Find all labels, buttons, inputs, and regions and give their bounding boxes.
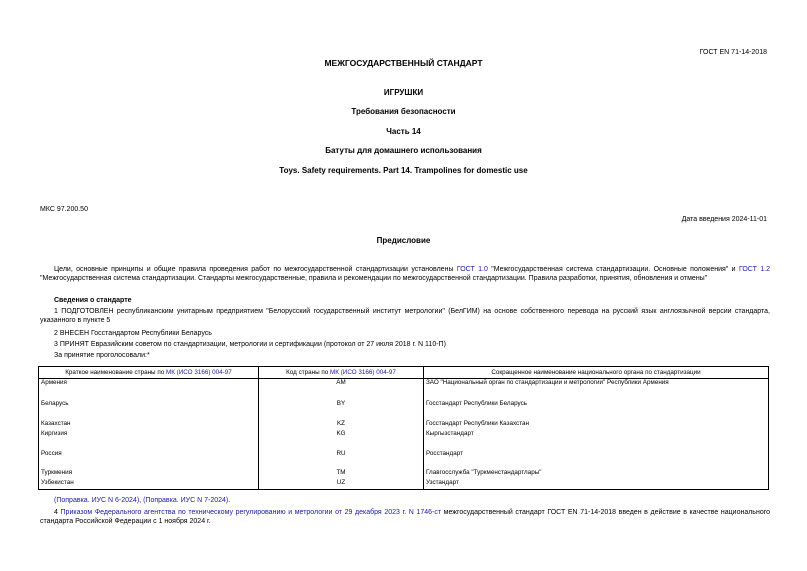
rosstandart-order-link[interactable]: Приказом Федерального агентства по техническому регулированию и метрологии от 29 декабря 2023 г. N 1746-ст — [60, 509, 442, 516]
amendment-link-2[interactable]: Поправка. ИУС N 7-2024 — [145, 497, 226, 504]
header-country-text: Краткое наименование страны по — [65, 368, 166, 376]
country-cell: Туркмения — [39, 469, 259, 479]
country-cell: Узбекистан — [39, 479, 259, 490]
body-cell: Узстандарт — [424, 479, 769, 490]
item-4-text: межгосударственный стандарт ГОСТ EN 71-14-2018 введен в действие в качестве национального стандарта Российской Федерации с 1 ноября 2024 г. — [40, 509, 771, 525]
table-row — [39, 479, 769, 490]
code-cell: UZ — [259, 479, 424, 490]
header-country-code — [259, 367, 424, 379]
code-cell: BY — [259, 400, 424, 420]
standard-info-heading: Сведения о стандарте — [54, 297, 132, 304]
english-title: Toys. Safety requirements. Part 14. Trampolines for domestic use — [279, 166, 528, 175]
foreword-paragraph — [40, 266, 770, 284]
code-cell: TM — [259, 469, 424, 479]
table-header-row — [39, 367, 769, 379]
foreword-text-2: "Межгосударственная система стандартизации. Основные положения" и — [487, 266, 739, 273]
amendment-link-1[interactable]: Поправка. ИУС N 6-2024 — [56, 497, 137, 504]
document-title: ИГРУШКИ — [383, 88, 424, 97]
body-cell: Росстандарт — [424, 450, 769, 469]
code-cell: KZ — [259, 420, 424, 430]
part-number: Часть 14 — [386, 127, 421, 136]
info-item-3: 3 ПРИНЯТ Евразийским советом по стандартизации, метрологии и сертификации (протокол от 27 июля 2018 г. N 110-П) — [54, 341, 446, 348]
foreword-heading: Предисловие — [376, 236, 431, 245]
info-item-2: 2 ВНЕСЕН Госстандартом Республики Беларусь — [54, 330, 212, 337]
item-4-number: 4 — [54, 509, 61, 516]
voted-label: За принятие проголосовали:* — [54, 352, 150, 359]
body-cell: ЗАО "Национальный орган по стандартизации и метрологии" Республики Армения — [424, 379, 769, 400]
code-cell: RU — [259, 450, 424, 469]
document-subtitle: Требования безопасности — [351, 107, 456, 116]
amend-close: ). — [225, 497, 231, 504]
amendments-line — [54, 497, 230, 506]
standard-type-title: МЕЖГОСУДАРСТВЕННЫЙ СТАНДАРТ — [324, 58, 483, 68]
table-row — [39, 430, 769, 450]
body-cell: Госстандарт Республики Казахстан — [424, 420, 769, 430]
mks-code: МКС 97.200.50 — [40, 206, 88, 213]
country-cell: Беларусь — [39, 400, 259, 420]
mk-iso-link-1[interactable]: МК (ИСО 3166) 004-97 — [165, 368, 232, 376]
amend-open: ( — [54, 497, 57, 504]
info-item-4 — [40, 509, 770, 527]
document-number: ГОСТ EN 71-14-2018 — [699, 49, 767, 56]
country-cell: Армения — [39, 379, 259, 400]
mk-iso-link-2[interactable]: МК (ИСО 3166) 004-97 — [330, 368, 396, 376]
table-row — [39, 420, 769, 430]
country-cell: Киргизия — [39, 430, 259, 450]
gost-1-2-link[interactable]: ГОСТ 1.2 — [738, 266, 770, 273]
body-cell: Главгосслужба "Туркменстандартлары" — [424, 469, 769, 479]
foreword-text-3: "Межгосударственная система стандартизации. Стандарты межгосударственные, правила и рекомендации по межгосударственной стандартизации. Правила разработки, принятия, обновления и отмены" — [40, 274, 708, 282]
table-row — [39, 400, 769, 420]
amend-separator: ), ( — [136, 497, 146, 504]
header-standards-body: Сокращенное наименование национального органа по стандартизации — [424, 367, 769, 379]
country-cell: Казахстан — [39, 420, 259, 430]
header-code-text: Код страны по — [286, 368, 331, 376]
code-cell: AM — [259, 379, 424, 400]
header-country-name — [39, 367, 259, 379]
info-item-1: 1 ПОДГОТОВЛЕН республиканским унитарным предприятием "Белорусский государственный институт метрологии" (БелГИМ) на основе собственного перевода на русский язык англоязычной версии стандарта, указанного в пункте 5 — [40, 308, 770, 324]
table-row — [39, 379, 769, 400]
foreword-text-1: Цели, основные принципы и общие правила проведения работ по межгосударственной стандартизации установлены — [54, 266, 457, 273]
table-row — [39, 469, 769, 479]
country-cell: Россия — [39, 450, 259, 469]
member-states-table — [38, 366, 769, 490]
introduction-date: Дата введения 2024-11-01 — [681, 216, 767, 223]
gost-1-0-link[interactable]: ГОСТ 1.0 — [456, 266, 488, 273]
body-cell: Кыргызстандарт — [424, 430, 769, 450]
body-cell: Госстандарт Республики Беларусь — [424, 400, 769, 420]
code-cell: KG — [259, 430, 424, 450]
table-row — [39, 450, 769, 469]
part-title: Батуты для домашнего использования — [325, 146, 482, 155]
